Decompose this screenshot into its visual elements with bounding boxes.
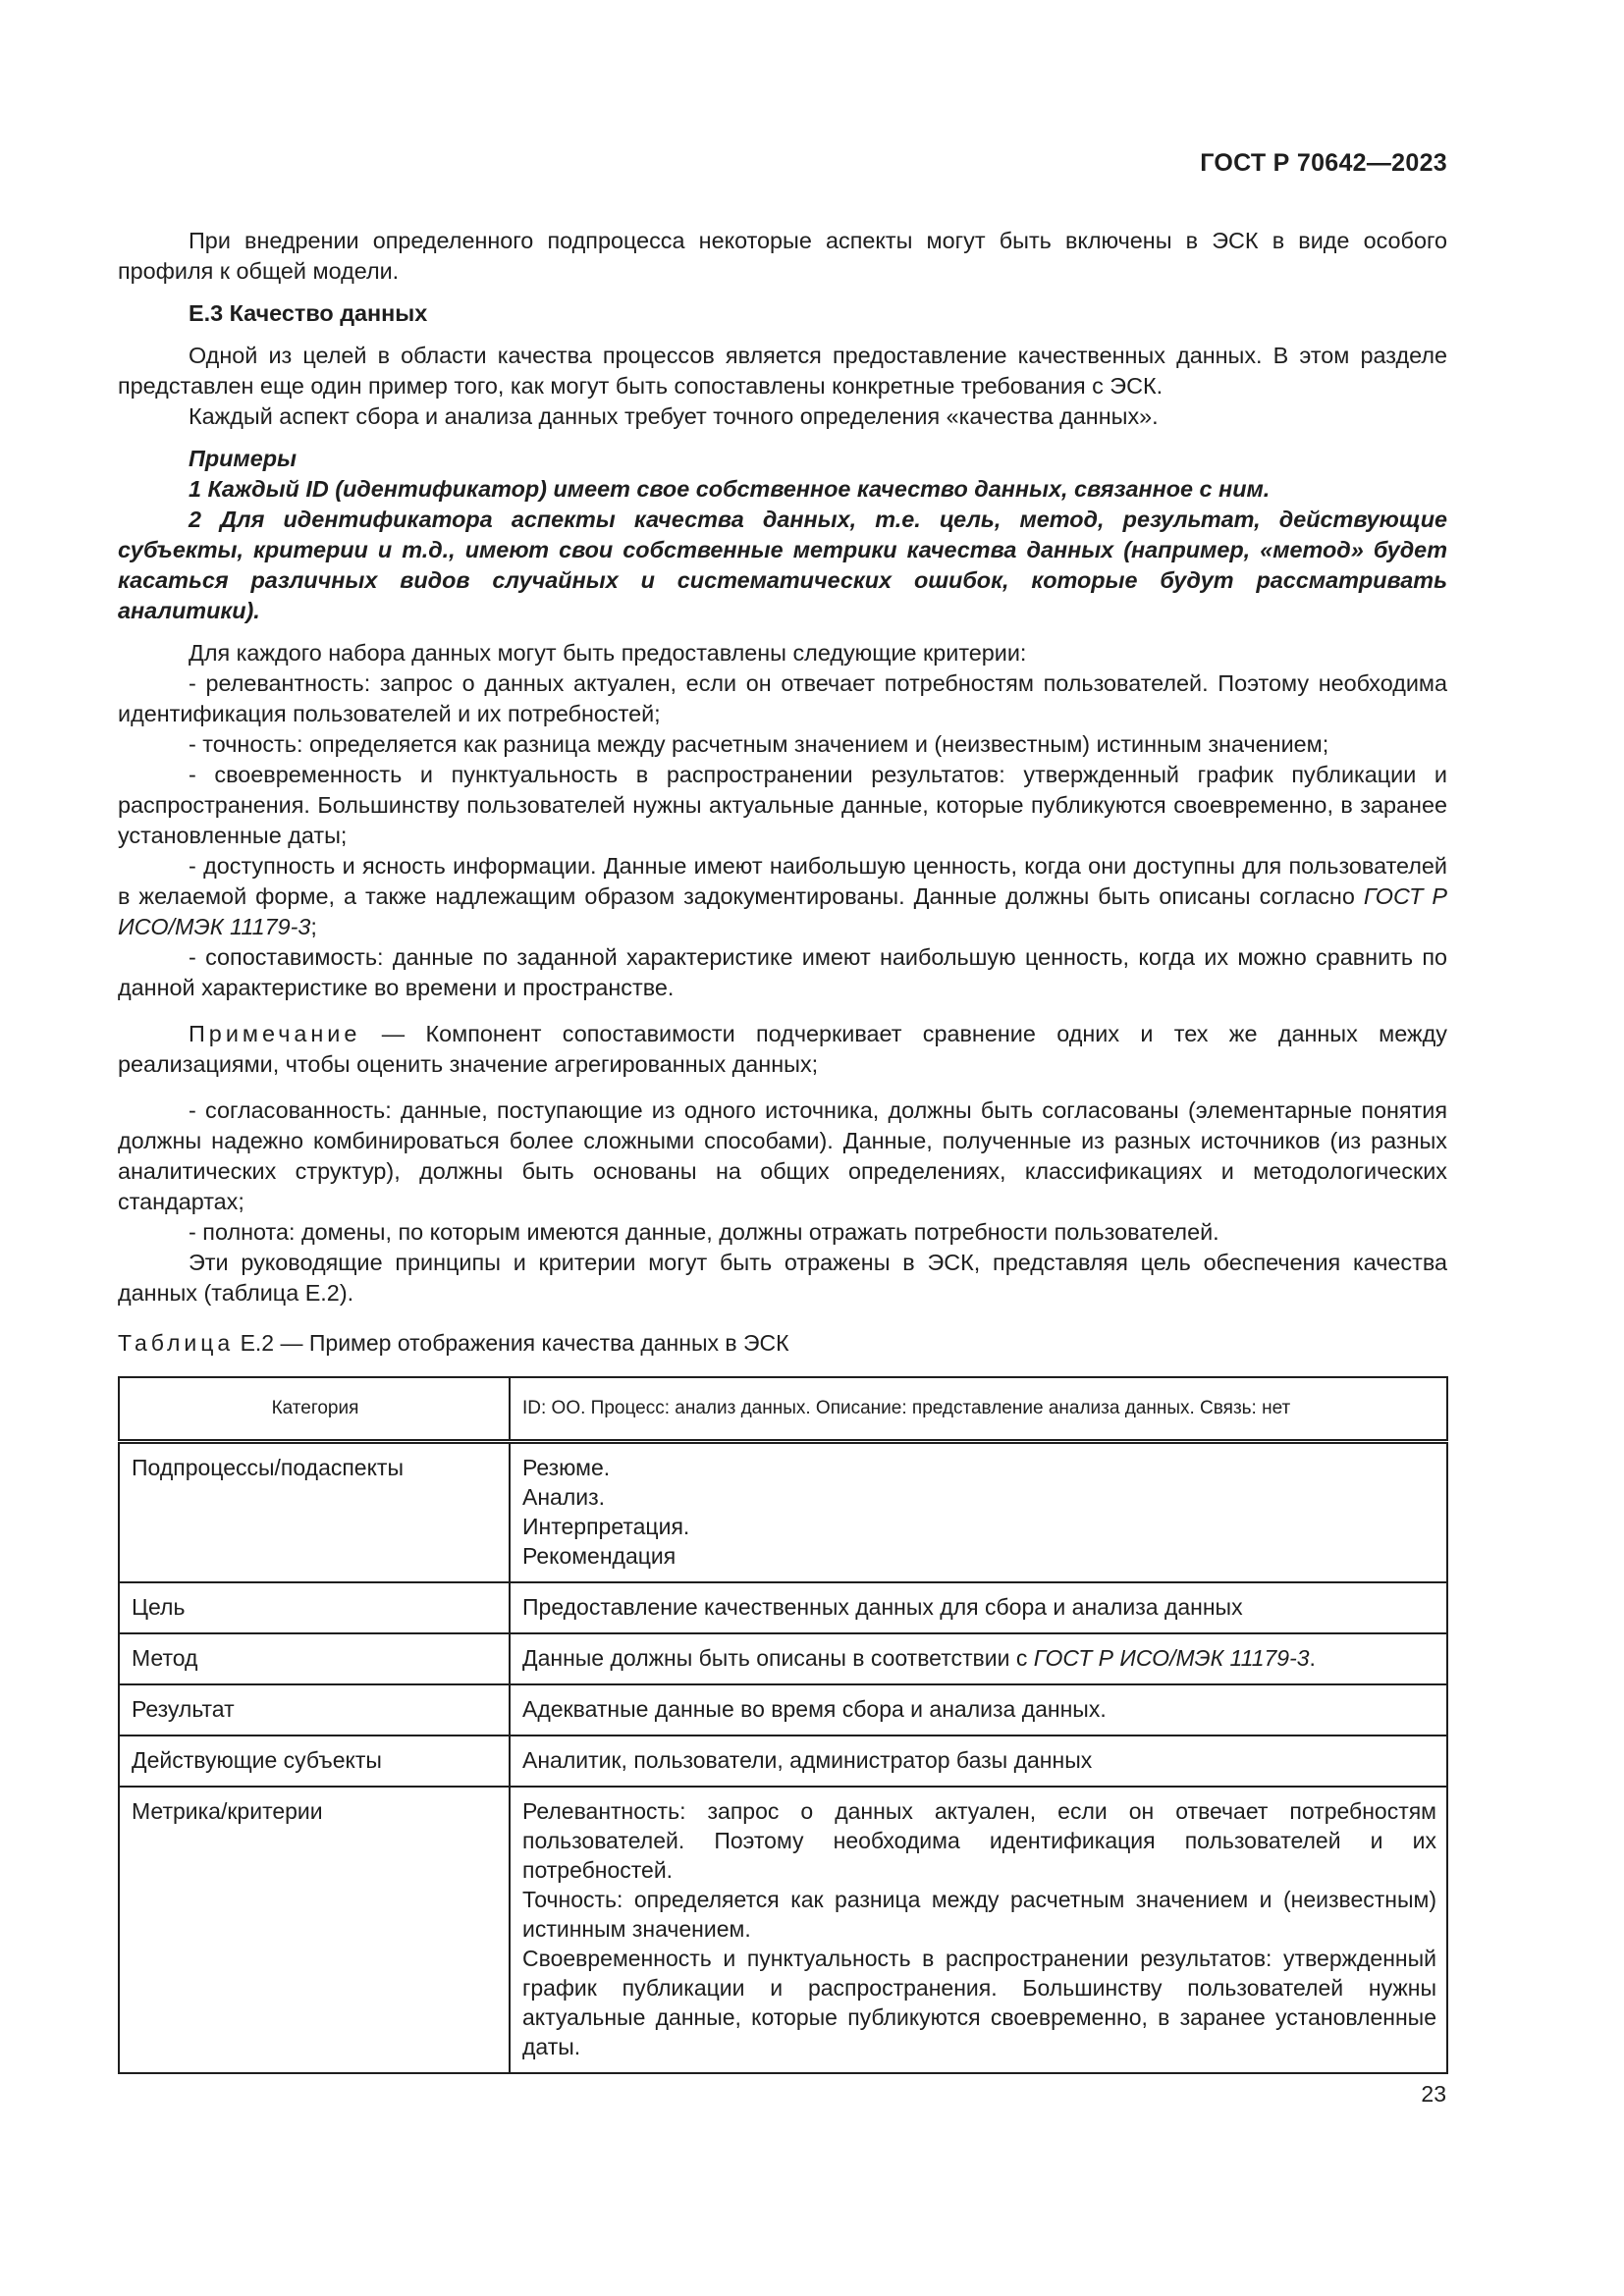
row-category: Метод <box>119 1633 510 1684</box>
header-category: Категория <box>119 1377 510 1442</box>
table-caption <box>118 1330 789 1357</box>
value-line: Анализ. <box>522 1484 606 1510</box>
value-line: Релевантность: запрос о данных актуален, если он отвечает потребностям пользователей. Поэтому необходима идентификация пользователей и их потребностей. <box>522 1798 1436 1883</box>
paragraph-data-quality: Каждый аспект сбора и анализа данных требует точного определения «качества данных». <box>189 403 1159 429</box>
intro-paragraph: При внедрении определенного подпроцесса некоторые аспекты могут быть включены в ЭСК в виде особого профиля к общей модели. <box>118 228 1447 284</box>
body-text <box>118 226 1447 1308</box>
value-line: Точность: определяется как разница между расчетным значением и (неизвестным) истинным значением. <box>522 1887 1436 1942</box>
section-heading: Е.3 Качество данных <box>189 300 428 326</box>
row-value <box>510 1787 1447 2073</box>
criterion-coherence: - согласованность: данные, поступающие из одного источника, должны быть согласованы (элементарные понятия должны надежно комбинироваться более сложными способами). Данные, полученные из разных источников (из разных аналитических структур), должны быть основаны на общих определениях, классификациях и методологических стандартах; <box>118 1097 1447 1214</box>
value-line: Рекомендация <box>522 1543 677 1569</box>
example-1: 1 Каждый ID (идентификатор) имеет свое собственное качество данных, связанное с ним. <box>189 476 1271 502</box>
table-row <box>119 1582 1447 1633</box>
row-category: Подпроцессы/подаспекты <box>119 1442 510 1583</box>
value-line: Своевременность и пунктуальность в распространении результатов: утвержденный график публикации и распространения. Большинству пользователей нужны актуальные данные, которые публикуются своевременно, в заранее установленные даты. <box>522 1946 1436 2059</box>
row-category: Цель <box>119 1582 510 1633</box>
criterion-accuracy: - точность: определяется как разница между расчетным значением и (неизвестным) истинным значением; <box>189 731 1329 757</box>
row-value: Аналитик, пользователи, администратор базы данных <box>510 1735 1447 1787</box>
criterion-accessibility-text: - доступность и ясность информации. Данные имеют наибольшую ценность, когда они доступны для пользователей в желаемой форме, а также надлежащим образом задокументированы. Данные должны быть описаны согласно <box>118 853 1447 909</box>
criterion-relevance: - релевантность: запрос о данных актуален, если он отвечает потребностям пользователей. Поэтому необходима идентификация пользователей и их потребностей; <box>118 670 1447 726</box>
criterion-completeness: - полнота: домены, по которым имеются данные, должны отражать потребности пользователей. <box>189 1219 1219 1245</box>
closing-paragraph: Эти руководящие принципы и критерии могут быть отражены в ЭСК, представляя цель обеспечения качества данных (таблица Е.2). <box>118 1250 1447 1306</box>
row-value: Предоставление качественных данных для сбора и анализа данных <box>510 1582 1447 1633</box>
note <box>118 1019 1447 1080</box>
table-row <box>119 1735 1447 1787</box>
data-quality-table <box>118 1376 1448 2074</box>
table-caption-label: Таблица <box>118 1330 235 1356</box>
note-label: Примечание <box>189 1021 361 1046</box>
table-header-row <box>119 1377 1447 1442</box>
criterion-comparability: - сопоставимость: данные по заданной характеристике имеют наибольшую ценность, когда их можно сравнить по данной характеристике во времени и пространстве. <box>118 944 1447 1000</box>
standard-reference: ГОСТ Р ИСО/МЭК 11179-3 <box>118 883 1447 939</box>
standard-reference: ГОСТ Р ИСО/МЭК 11179-3 <box>1033 1645 1310 1671</box>
value-end: . <box>1309 1645 1316 1671</box>
row-value <box>510 1442 1447 1583</box>
table-row <box>119 1684 1447 1735</box>
value-text: Данные должны быть описаны в соответствии с <box>522 1645 1034 1671</box>
document-code: ГОСТ Р 70642—2023 <box>1200 149 1447 177</box>
value-line: Интерпретация. <box>522 1514 690 1539</box>
table-row <box>119 1633 1447 1684</box>
table-caption-text: Е.2 — Пример отображения качества данных в ЭСК <box>234 1330 789 1356</box>
header-description: ID: OO. Процесс: анализ данных. Описание: представление анализа данных. Связь: нет <box>510 1377 1447 1442</box>
criterion-timeliness: - своевременность и пунктуальность в распространении результатов: утвержденный график публикации и распространения. Большинству пользователей нужны актуальные данные, которые публикуются своевременно, в заранее установленные даты; <box>118 762 1447 848</box>
table-row <box>119 1787 1447 2073</box>
examples-title: Примеры <box>189 446 297 471</box>
criterion-accessibility-end: ; <box>310 914 317 939</box>
row-category: Действующие субъекты <box>119 1735 510 1787</box>
example-2: 2 Для идентификатора аспекты качества данных, т.е. цель, метод, результат, действующие субъекты, критерии и т.д., имеют свои собственные метрики качества данных (например, «метод» будет касаться различных видов случайных и систематических ошибок, которые будут рассматривать аналитики). <box>118 507 1447 623</box>
row-category: Результат <box>119 1684 510 1735</box>
row-value: Адекватные данные во время сбора и анализа данных. <box>510 1684 1447 1735</box>
note-text: — Компонент сопоставимости подчеркивает сравнение одних и тех же данных между реализациями, чтобы оценить значение агрегированных данных; <box>118 1021 1447 1077</box>
row-value <box>510 1633 1447 1684</box>
row-category: Метрика/критерии <box>119 1787 510 2073</box>
paragraph-goals: Одной из целей в области качества процессов является предоставление качественных данных. В этом разделе представлен еще один пример того, как могут быть сопоставлены конкретные требования с ЭСК. <box>118 343 1447 399</box>
table-row <box>119 1442 1447 1583</box>
criteria-intro: Для каждого набора данных могут быть предоставлены следующие критерии: <box>189 640 1027 666</box>
criterion-accessibility <box>118 851 1447 942</box>
value-line: Резюме. <box>522 1455 611 1480</box>
page-number: 23 <box>1421 2081 1446 2107</box>
